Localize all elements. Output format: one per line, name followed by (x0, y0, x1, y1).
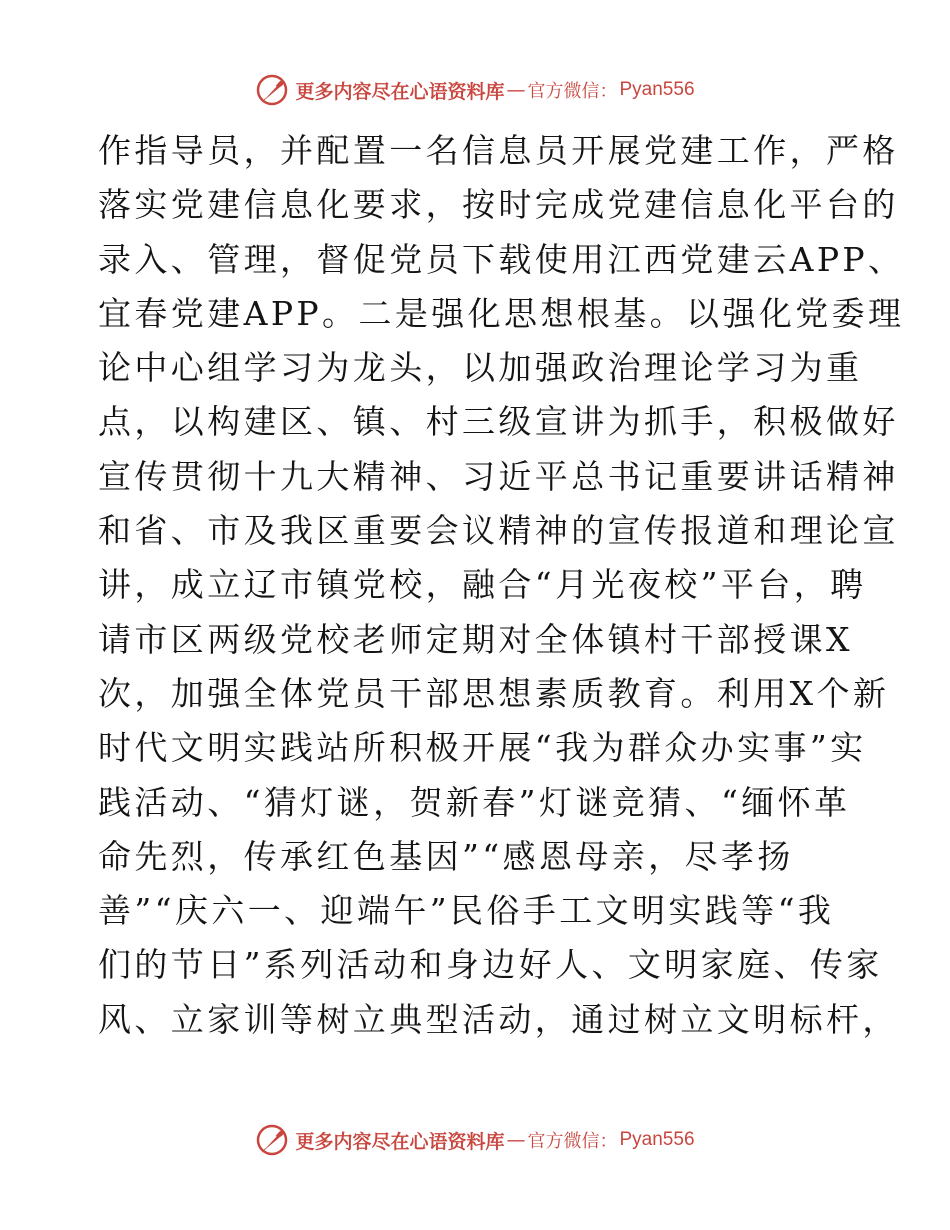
body-line: 请市区两级党校老师定期对全体镇村干部授课X (98, 619, 853, 659)
banner-main-text: 更多内容尽在心语资料库 (295, 1130, 505, 1153)
body-line: 录入、管理，督促党员下载使用江西党建云APP、 (98, 239, 905, 279)
body-line: 们的节日”系列活动和身边好人、文明家庭、传家 (98, 945, 883, 985)
body-line: 风、立家训等树立典型活动，通过树立文明标杆， (98, 999, 899, 1039)
quill-logo-icon (255, 73, 289, 107)
body-line: 和省、市及我区重要会议精神的宣传报道和理论宣 (98, 511, 899, 551)
body-line: 论中心组学习为龙头，以加强政治理论学习为重 (98, 348, 863, 388)
body-line: 讲，成立辽市镇党校，融合“月光夜校”平台，聘 (98, 565, 867, 605)
banner-dash: — (506, 79, 526, 101)
body-line: 作指导员，并配置一名信息员开展党建工作，严格 (98, 131, 899, 170)
body-line: 次，加强全体党员干部思想素质教育。利用X个新 (98, 673, 890, 713)
body-line: 点，以构建区、镇、村三级宣讲为抓手，积极做好 (98, 402, 899, 442)
document-body (98, 124, 905, 1047)
body-line: 宜春党建APP。二是强化思想根基。以强化党委理 (98, 293, 905, 333)
header-banner (0, 70, 950, 110)
footer-banner (0, 1120, 950, 1160)
body-line: 时代文明实践站所积极开展“我为群众办实事”实 (98, 728, 867, 768)
banner-dash: — (506, 1129, 526, 1151)
body-line: 宣传贯彻十九大精神、习近平总书记重要讲话精神 (98, 456, 899, 496)
banner-wechat-id: Pyan556 (619, 79, 695, 100)
body-line: 落实党建信息化要求，按时完成党建信息化平台的 (98, 185, 899, 225)
body-line: 命先烈，传承红色基因”“感恩母亲，尽孝扬 (98, 836, 794, 876)
body-line: 善”“庆六一、迎端午”民俗手工文明实践等“我 (98, 891, 835, 931)
banner-wechat-label: 官方微信： (527, 81, 618, 102)
banner-wechat-id: Pyan556 (619, 1129, 695, 1150)
banner-main-text: 更多内容尽在心语资料库 (295, 80, 505, 103)
quill-logo-icon (255, 1123, 289, 1157)
banner-wechat-label: 官方微信： (527, 1131, 618, 1152)
body-line: 践活动、“猜灯谜，贺新春”灯谜竞猜、“缅怀革 (98, 782, 851, 822)
